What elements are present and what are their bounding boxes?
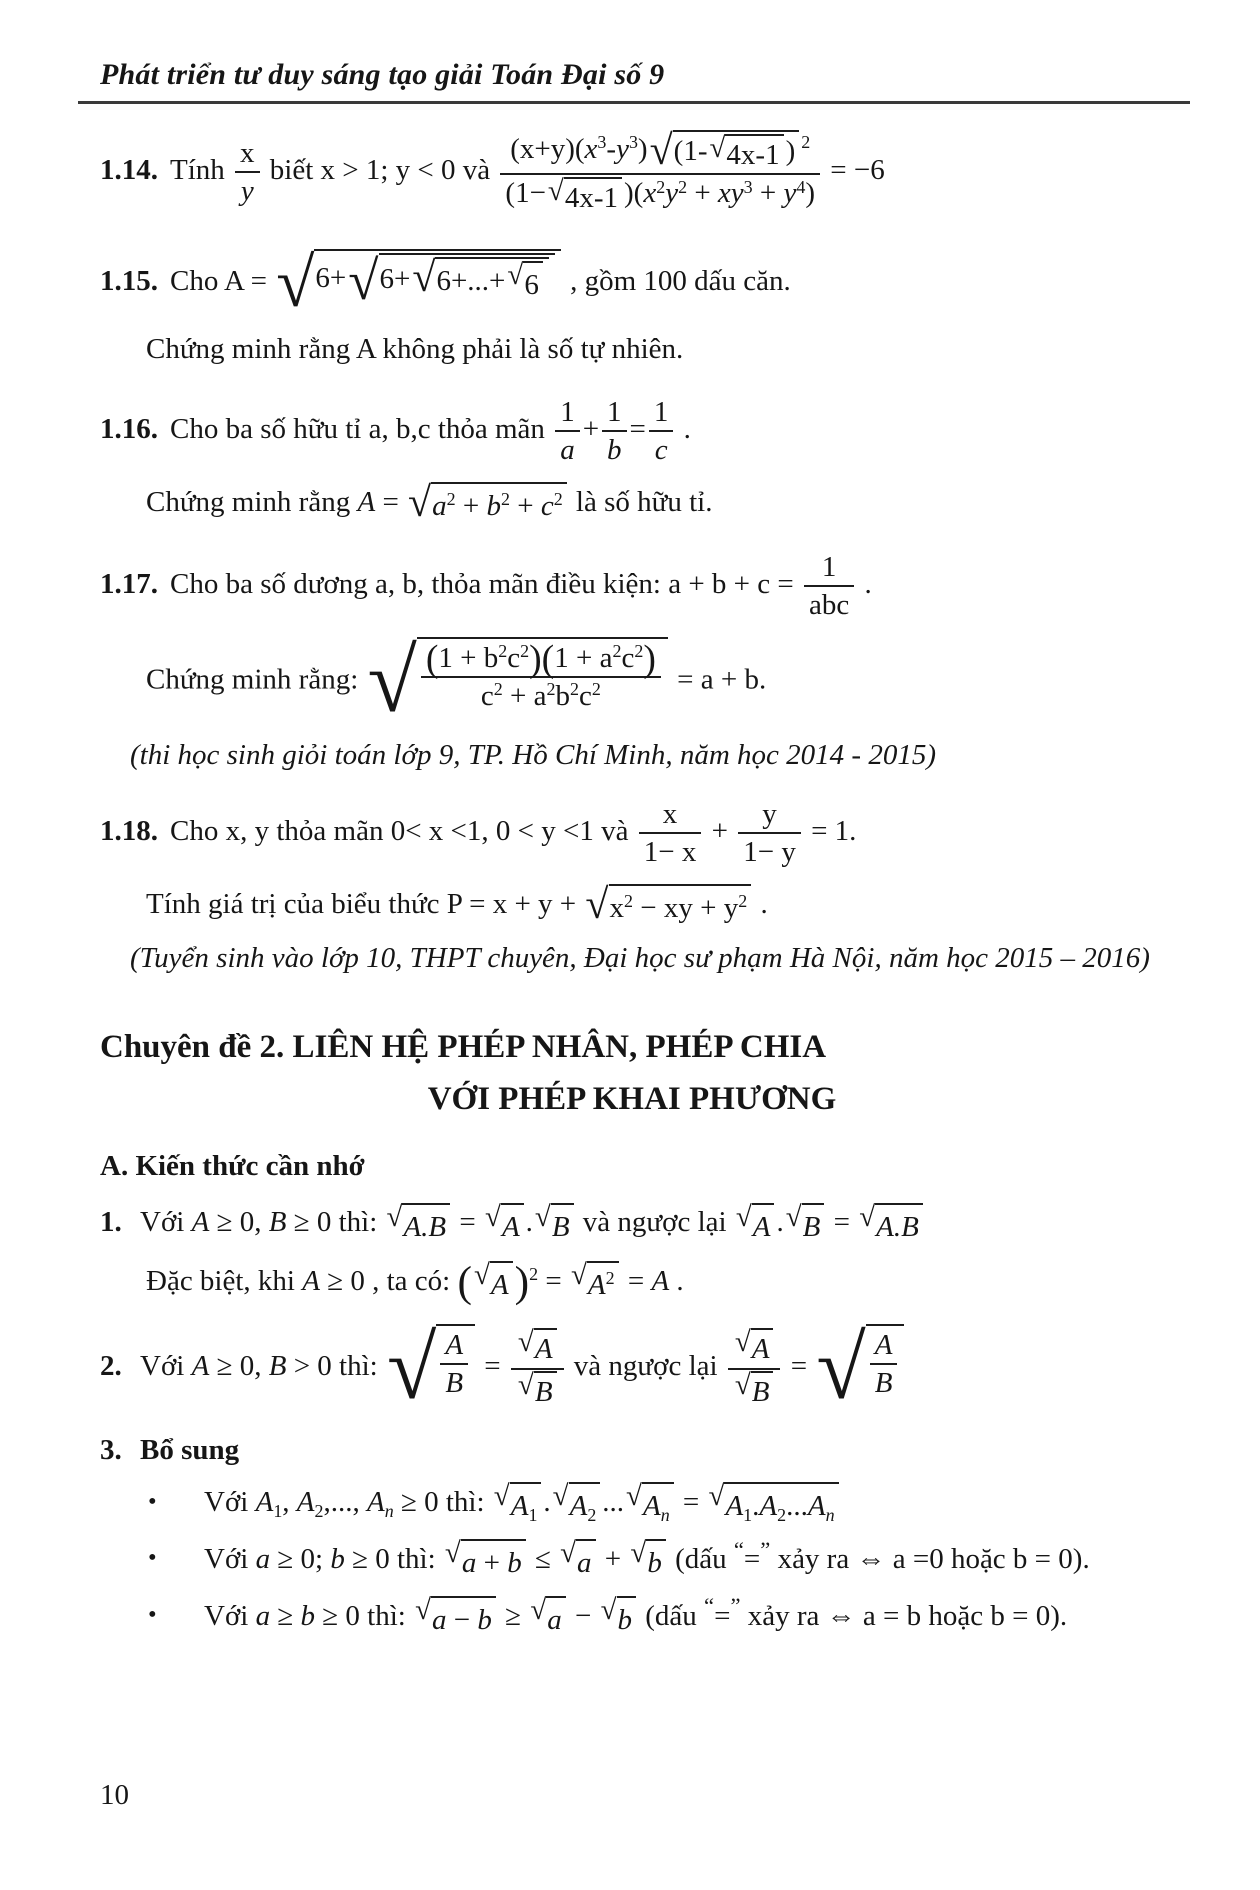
- chapter-heading: [100, 1025, 1164, 1122]
- bullet-marker: •: [148, 1487, 157, 1515]
- supplement-heading: [100, 1430, 1164, 1471]
- item-label: Bổ sung: [140, 1433, 240, 1466]
- problem-1-15-continuation: Chứng minh rằng A không phải là số tự nhiên.: [146, 332, 684, 365]
- item-number: 1.: [100, 1206, 122, 1239]
- problem-statement: Tính $\frac{x}{y}$ biết x > 1; y < 0 và $(x+y)(x^3-y^3)$ √ (1- √ 4x-1 ) $^2$ (1− √ 4x-1 )$(x^2y^2 + xy^3 + y^4)$ = −6: [170, 128, 885, 214]
- knowledge-item-1: [100, 1202, 1164, 1247]
- problem-1-18-citation: (Tuyển sinh vào lớp 10, THPT chuyên, Đại học sư phạm Hà Nội, năm học 2015 – 2016): [130, 942, 1150, 975]
- problem-1-14: [100, 130, 1164, 215]
- bullet-text: Với $A_1$, $A_2$,..., $A_n \ge 0$ thì: √ $A_1$ . √ $A_2$ ... √ $A_n$ = √ $A_1.A_2...A_n$: [204, 1486, 841, 1518]
- special-note: Đặc biệt, khi A ≥ 0 , ta có: ( √ A )$^2$ = √ $A^2$ = A .: [146, 1258, 684, 1307]
- page-number: 10: [100, 1779, 129, 1812]
- item-body: Với A ≥ 0, B > 0 thì: √ $\frac{A}{B}$ = √ A √ B và ngược lại √ A √ B = √ $\frac{A}{B}$: [140, 1350, 906, 1382]
- problem-1-17: [100, 550, 1164, 622]
- bullet-marker: •: [148, 1544, 157, 1572]
- problem-statement: Cho x, y thỏa mãn 0< x <1, 0 < y <1 và $\frac{x}{1- x}$ + $\frac{y}{1- y}$ = 1.: [170, 798, 857, 869]
- item-body: Với A ≥ 0, B ≥ 0 thì: √ A.B = √ A . √ B và ngược lại √ A . √ B = √ A.B: [140, 1206, 925, 1238]
- problem-number: 1.14.: [100, 154, 158, 187]
- problem-1-16-continuation: Chứng minh rằng A = √ $a^2 + b^2 + c^2$ là số hữu tỉ.: [146, 479, 713, 526]
- page-header-title: Phát triển tư duy sáng tạo giải Toán Đại số 9: [100, 58, 665, 91]
- chapter-label: Chuyên đề 2.: [100, 1028, 285, 1065]
- bullet-text: Với a ≥ b ≥ 0 thì: √ a − b ≥ √ a − √ b (dấu “=” xảy ra ⇔ a = b hoặc b = 0).: [204, 1600, 1067, 1632]
- header-rule: [78, 101, 1190, 104]
- problem-1-17-continuation: Chứng minh rằng: √ $\frac{(1 + b^2c^2)(1 + a^2c^2)}{c^2 + a^2b^2c^2}$ = a + b.: [146, 631, 767, 731]
- problem-1-17-citation: (thi học sinh giỏi toán lớp 9, TP. Hồ Chí Minh, năm học 2014 - 2015): [130, 738, 936, 771]
- bullet-text: Với a ≥ 0; b ≥ 0 thì: √ a + b ≤ √ a + √ b (dấu “=” xảy ra ⇔ a =0 hoặc b = 0).: [204, 1543, 1090, 1575]
- item-number: 2.: [100, 1350, 122, 1383]
- chapter-title-line2: VỚI PHÉP KHAI PHƯƠNG: [427, 1081, 837, 1118]
- problem-statement: Cho ba số dương a, b, thỏa mãn điều kiện: a + b + c = 1 abc .: [170, 551, 872, 622]
- knowledge-item-2: [100, 1318, 1164, 1418]
- problem-statement: Cho ba số hữu tỉ a, b,c thỏa mãn $\frac{1}{a}$ + $\frac{1}{b}$ = $\frac{1}{c}$ .: [170, 396, 691, 467]
- problem-number: 1.16.: [100, 412, 158, 445]
- problem-number: 1.18.: [100, 814, 158, 847]
- chapter-title-line1: LIÊN HỆ PHÉP NHÂN, PHÉP CHIA: [292, 1028, 827, 1065]
- problem-number: 1.17.: [100, 568, 158, 601]
- problem-1-16: [100, 395, 1164, 467]
- problem-1-18-continuation: Tính giá trị của biểu thức P = x + y + √ $x^2$ − xy + $y^2$ .: [146, 881, 768, 928]
- bullet-item-1: [148, 1482, 1164, 1527]
- knowledge-heading: A. Kiến thức cần nhớ: [100, 1149, 365, 1182]
- problem-statement: Cho A = √ 6+ √ 6+ √ 6+...+ √ 6 , gồm 100 dấu căn.: [170, 244, 791, 322]
- item-number: 3.: [100, 1433, 122, 1466]
- bullet-item-3: [148, 1593, 1164, 1641]
- problem-number: 1.15.: [100, 265, 158, 298]
- problem-1-15: [100, 244, 1164, 322]
- problem-1-18: [100, 797, 1164, 869]
- page-content: [100, 130, 1164, 1640]
- bullet-item-2: [148, 1536, 1164, 1584]
- bullet-marker: •: [148, 1601, 157, 1629]
